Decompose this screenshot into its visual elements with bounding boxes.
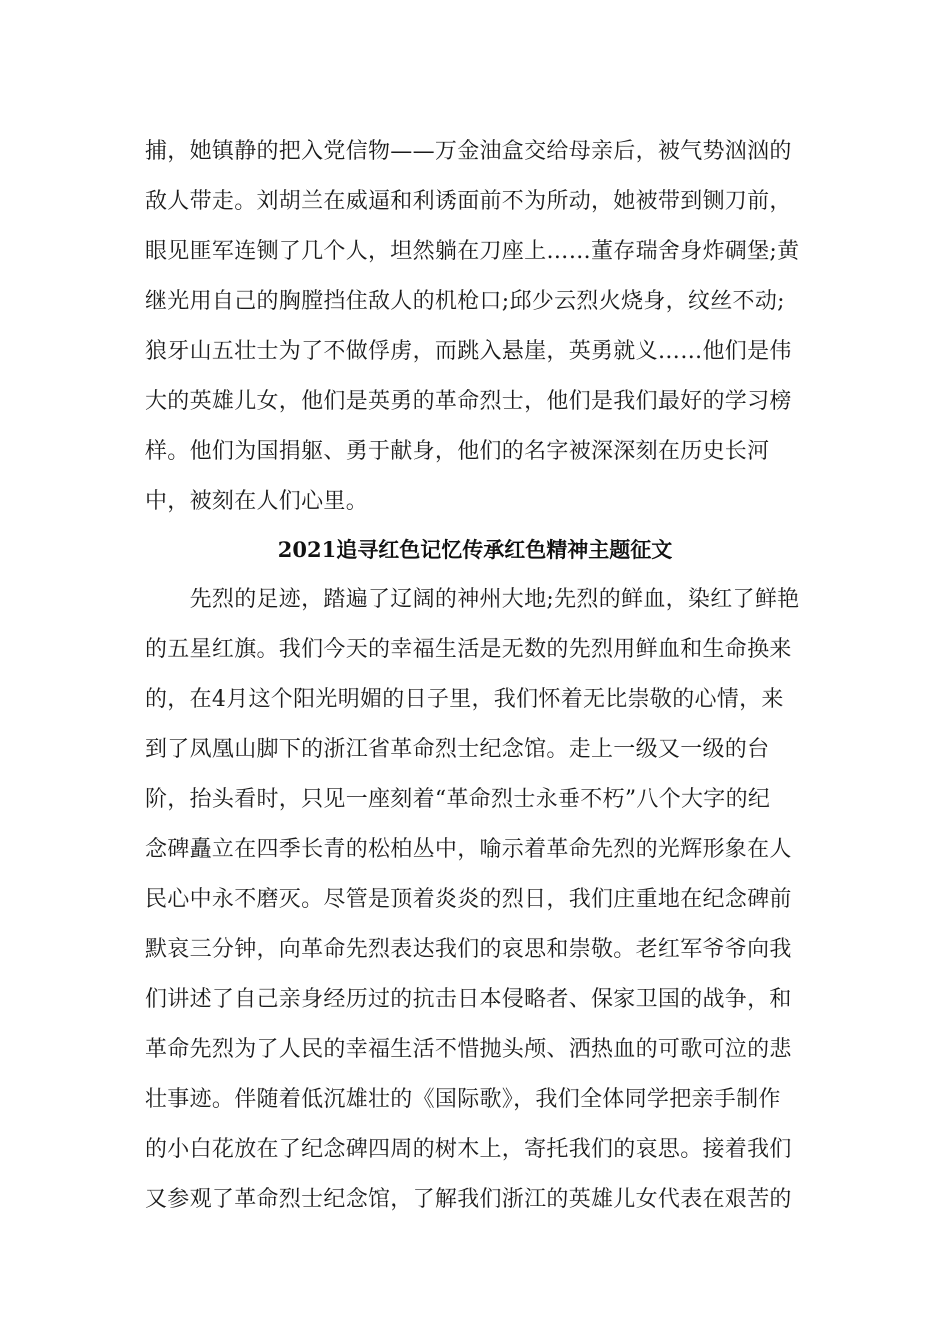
paragraph-line: 的五星红旗。我们今天的幸福生活是无数的先烈用鲜血和生命换来	[145, 637, 792, 662]
paragraph-line: 捕，她镇静的把入党信物——万金油盒交给母亲后，被气势汹汹的	[145, 139, 792, 164]
essay-title: 2021追寻红色记忆传承红色精神主题征文	[277, 537, 673, 562]
paragraph-line: 先烈的足迹，踏遍了辽阔的神州大地;先烈的鲜血，染红了鲜艳	[145, 587, 800, 612]
paragraph-line: 念碑矗立在四季长青的松柏丛中，喻示着革命先烈的光辉形象在人	[145, 837, 792, 862]
paragraph-line: 阶，抬头看时，只见一座刻着“革命烈士永垂不朽”八个大字的纪	[145, 787, 771, 812]
paragraph-line: 默哀三分钟，向革命先烈表达我们的哀思和崇敬。老红军爷爷向我	[145, 937, 792, 962]
paragraph-line: 的，在4月这个阳光明媚的日子里，我们怀着无比崇敬的心情，来	[145, 687, 784, 712]
paragraph-line: 眼见匪军连铡了几个人，坦然躺在刀座上……董存瑞舍身炸碉堡;黄	[145, 239, 800, 264]
paragraph-line: 民心中永不磨灭。尽管是顶着炎炎的烈日，我们庄重地在纪念碑前	[145, 887, 792, 912]
paragraph-line: 壮事迹。伴随着低沉雄壮的《国际歌》，我们全体同学把亲手制作	[145, 1087, 781, 1112]
paragraph-line: 样。他们为国捐躯、勇于献身，他们的名字被深深刻在历史长河	[145, 439, 770, 464]
paragraph-line: 们讲述了自己亲身经历过的抗击日本侵略者、保家卫国的战争，和	[145, 987, 792, 1012]
paragraph-line: 的小白花放在了纪念碑四周的树木上，寄托我们的哀思。接着我们	[145, 1137, 792, 1162]
paragraph-line: 继光用自己的胸膛挡住敌人的机枪口;邱少云烈火烧身，纹丝不动;	[145, 289, 785, 314]
paragraph-line: 革命先烈为了人民的幸福生活不惜抛头颅、洒热血的可歌可泣的悲	[145, 1037, 792, 1062]
paragraph-line: 敌人带走。刘胡兰在威逼和利诱面前不为所动，她被带到铡刀前，	[145, 189, 792, 214]
paragraph-line: 又参观了革命烈士纪念馆，了解我们浙江的英雄儿女代表在艰苦的	[145, 1187, 792, 1212]
paragraph-line: 到了凤凰山脚下的浙江省革命烈士纪念馆。走上一级又一级的台	[145, 737, 770, 762]
paragraph-line: 中，被刻在人们心里。	[145, 489, 369, 514]
paragraph-line: 狼牙山五壮士为了不做俘虏，而跳入悬崖，英勇就义……他们是伟	[145, 339, 792, 364]
paragraph-line: 大的英雄儿女，他们是英勇的革命烈士，他们是我们最好的学习榜	[145, 389, 792, 414]
